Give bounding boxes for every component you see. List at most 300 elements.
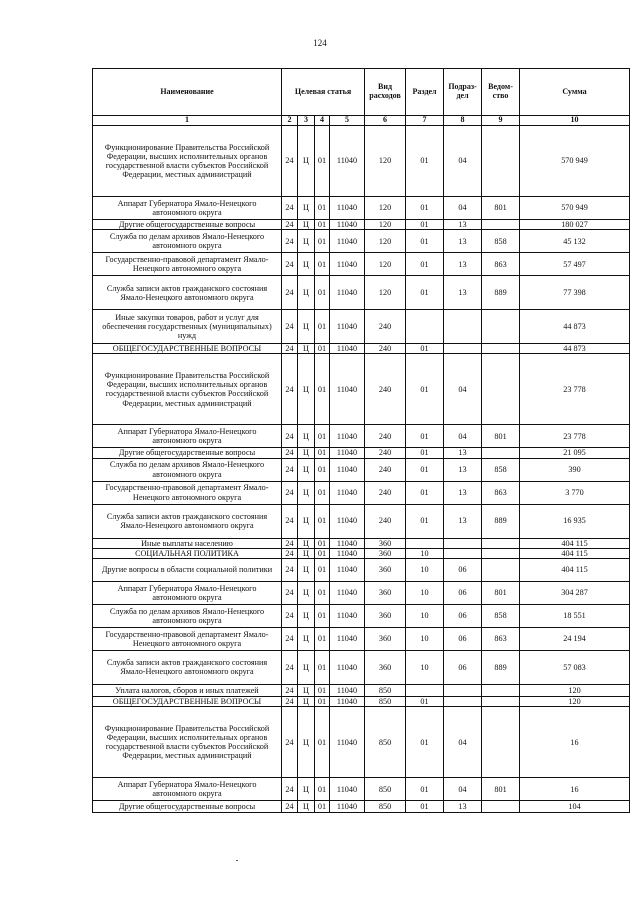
row-name: Другие общегосударственные вопросы xyxy=(93,801,282,813)
target-code-4: 11040 xyxy=(330,684,365,696)
target-code-2: Ц xyxy=(298,538,315,548)
target-code-1: 24 xyxy=(282,650,298,684)
target-code-4: 11040 xyxy=(330,197,365,220)
expense-type-cell: 240 xyxy=(365,310,406,344)
column-number: 7 xyxy=(406,116,444,126)
header-section: Раздел xyxy=(406,69,444,116)
table-row xyxy=(93,684,630,696)
department-cell: 863 xyxy=(482,253,520,276)
target-code-2: Ц xyxy=(298,778,315,801)
target-code-1: 24 xyxy=(282,538,298,548)
target-code-2: Ц xyxy=(298,253,315,276)
expense-type-cell: 120 xyxy=(365,220,406,230)
column-number: 4 xyxy=(315,116,330,126)
department-cell xyxy=(482,558,520,581)
amount-cell: 18 551 xyxy=(520,604,630,627)
target-code-3: 01 xyxy=(315,696,330,706)
target-code-1: 24 xyxy=(282,230,298,253)
target-code-4: 11040 xyxy=(330,696,365,706)
target-code-1: 24 xyxy=(282,684,298,696)
section-cell: 01 xyxy=(406,425,444,448)
target-code-3: 01 xyxy=(315,197,330,220)
target-code-3: 01 xyxy=(315,354,330,425)
section-cell: 01 xyxy=(406,276,444,310)
section-cell: 10 xyxy=(406,581,444,604)
section-cell: 01 xyxy=(406,220,444,230)
target-code-3: 01 xyxy=(315,558,330,581)
department-cell xyxy=(482,684,520,696)
section-cell xyxy=(406,684,444,696)
amount-cell: 404 115 xyxy=(520,558,630,581)
row-name: Иные выплаты населению xyxy=(93,538,282,548)
subsection-cell: 13 xyxy=(444,220,482,230)
target-code-3: 01 xyxy=(315,650,330,684)
target-code-4: 11040 xyxy=(330,448,365,458)
header-row xyxy=(93,69,630,116)
subsection-cell: 13 xyxy=(444,276,482,310)
table-row xyxy=(93,696,630,706)
column-number-row xyxy=(93,116,630,126)
target-code-1: 24 xyxy=(282,276,298,310)
row-name: Уплата налогов, сборов и иных платежей xyxy=(93,684,282,696)
department-cell: 801 xyxy=(482,425,520,448)
subsection-cell: 06 xyxy=(444,604,482,627)
column-number: 2 xyxy=(282,116,298,126)
expense-type-cell: 120 xyxy=(365,253,406,276)
row-name: ОБЩЕГОСУДАРСТВЕННЫЕ ВОПРОСЫ xyxy=(93,344,282,354)
department-cell: 889 xyxy=(482,504,520,538)
table-row xyxy=(93,276,630,310)
target-code-3: 01 xyxy=(315,220,330,230)
target-code-4: 11040 xyxy=(330,220,365,230)
expense-type-cell: 360 xyxy=(365,548,406,558)
row-name: Другие общегосударственные вопросы xyxy=(93,448,282,458)
expense-type-cell: 240 xyxy=(365,425,406,448)
subsection-cell: 06 xyxy=(444,558,482,581)
subsection-cell: 04 xyxy=(444,197,482,220)
scan-mark xyxy=(236,860,238,861)
department-cell xyxy=(482,538,520,548)
subsection-cell: 04 xyxy=(444,707,482,778)
expense-type-cell: 850 xyxy=(365,778,406,801)
expense-type-cell: 850 xyxy=(365,696,406,706)
target-code-1: 24 xyxy=(282,627,298,650)
target-code-2: Ц xyxy=(298,310,315,344)
amount-cell: 44 873 xyxy=(520,310,630,344)
target-code-3: 01 xyxy=(315,310,330,344)
section-cell: 01 xyxy=(406,778,444,801)
header-expense-type: Вид расходов xyxy=(365,69,406,116)
department-cell: 858 xyxy=(482,604,520,627)
target-code-1: 24 xyxy=(282,253,298,276)
department-cell: 801 xyxy=(482,778,520,801)
department-cell: 801 xyxy=(482,197,520,220)
subsection-cell: 06 xyxy=(444,627,482,650)
target-code-1: 24 xyxy=(282,707,298,778)
department-cell xyxy=(482,344,520,354)
header-target-article: Целевая статья xyxy=(282,69,365,116)
row-name: ОБЩЕГОСУДАРСТВЕННЫЕ ВОПРОСЫ xyxy=(93,696,282,706)
amount-cell: 570 949 xyxy=(520,126,630,197)
column-number: 6 xyxy=(365,116,406,126)
target-code-4: 11040 xyxy=(330,548,365,558)
amount-cell: 23 778 xyxy=(520,354,630,425)
department-cell: 863 xyxy=(482,627,520,650)
row-name: Служба по делам архивов Ямало-Ненецкого автономного округа xyxy=(93,604,282,627)
subsection-cell: 13 xyxy=(444,253,482,276)
row-name: Иные закупки товаров, работ и услуг для обеспечения государственных (муниципальных) нужд xyxy=(93,310,282,344)
row-name: Другие общегосударственные вопросы xyxy=(93,220,282,230)
row-name: Государственно-правовой департамент Ямало-Ненецкого автономного округа xyxy=(93,627,282,650)
section-cell: 01 xyxy=(406,354,444,425)
target-code-1: 24 xyxy=(282,558,298,581)
section-cell: 01 xyxy=(406,696,444,706)
row-name: Государственно-правовой департамент Ямало-Ненецкого автономного округа xyxy=(93,253,282,276)
target-code-4: 11040 xyxy=(330,538,365,548)
target-code-1: 24 xyxy=(282,481,298,504)
target-code-1: 24 xyxy=(282,458,298,481)
subsection-cell: 13 xyxy=(444,801,482,813)
target-code-2: Ц xyxy=(298,126,315,197)
header-subsection: Подраз- дел xyxy=(444,69,482,116)
target-code-4: 11040 xyxy=(330,344,365,354)
target-code-4: 11040 xyxy=(330,778,365,801)
table-row xyxy=(93,581,630,604)
section-cell: 01 xyxy=(406,230,444,253)
amount-cell: 16 935 xyxy=(520,504,630,538)
target-code-3: 01 xyxy=(315,425,330,448)
amount-cell: 304 287 xyxy=(520,581,630,604)
target-code-4: 11040 xyxy=(330,253,365,276)
subsection-cell xyxy=(444,548,482,558)
department-cell xyxy=(482,448,520,458)
table-row xyxy=(93,126,630,197)
target-code-2: Ц xyxy=(298,627,315,650)
amount-cell: 16 xyxy=(520,707,630,778)
section-cell: 01 xyxy=(406,458,444,481)
table-row xyxy=(93,650,630,684)
target-code-2: Ц xyxy=(298,276,315,310)
subsection-cell: 06 xyxy=(444,650,482,684)
row-name: Функционирование Правительства Российской Федерации, высших исполнительных органов государственной власти субъектов Российской Федерации, местных администраций xyxy=(93,126,282,197)
department-cell xyxy=(482,310,520,344)
expense-type-cell: 360 xyxy=(365,604,406,627)
table-row xyxy=(93,538,630,548)
column-number: 10 xyxy=(520,116,630,126)
expense-type-cell: 360 xyxy=(365,650,406,684)
section-cell: 01 xyxy=(406,126,444,197)
target-code-4: 11040 xyxy=(330,604,365,627)
subsection-cell: 06 xyxy=(444,581,482,604)
section-cell xyxy=(406,310,444,344)
table-row xyxy=(93,801,630,813)
row-name: Служба по делам архивов Ямало-Ненецкого автономного округа xyxy=(93,230,282,253)
target-code-3: 01 xyxy=(315,538,330,548)
target-code-2: Ц xyxy=(298,504,315,538)
target-code-3: 01 xyxy=(315,684,330,696)
expense-type-cell: 240 xyxy=(365,354,406,425)
department-cell: 801 xyxy=(482,581,520,604)
target-code-2: Ц xyxy=(298,696,315,706)
amount-cell: 45 132 xyxy=(520,230,630,253)
department-cell xyxy=(482,354,520,425)
table-row xyxy=(93,310,630,344)
target-code-1: 24 xyxy=(282,448,298,458)
expense-type-cell: 360 xyxy=(365,581,406,604)
expense-type-cell: 240 xyxy=(365,504,406,538)
column-number: 3 xyxy=(298,116,315,126)
department-cell xyxy=(482,696,520,706)
section-cell: 01 xyxy=(406,504,444,538)
target-code-1: 24 xyxy=(282,354,298,425)
department-cell xyxy=(482,126,520,197)
table-row xyxy=(93,604,630,627)
header-name: Наименование xyxy=(93,69,282,116)
target-code-4: 11040 xyxy=(330,650,365,684)
section-cell xyxy=(406,538,444,548)
target-code-4: 11040 xyxy=(330,458,365,481)
row-name: Служба записи актов гражданского состояния Ямало-Ненецкого автономного округа xyxy=(93,650,282,684)
table-row xyxy=(93,548,630,558)
target-code-2: Ц xyxy=(298,684,315,696)
target-code-2: Ц xyxy=(298,650,315,684)
amount-cell: 404 115 xyxy=(520,548,630,558)
table-row xyxy=(93,253,630,276)
subsection-cell xyxy=(444,696,482,706)
section-cell: 01 xyxy=(406,707,444,778)
table-row xyxy=(93,354,630,425)
target-code-2: Ц xyxy=(298,220,315,230)
expense-type-cell: 240 xyxy=(365,481,406,504)
row-name: Функционирование Правительства Российской Федерации, высших исполнительных органов государственной власти субъектов Российской Федерации, местных администраций xyxy=(93,354,282,425)
amount-cell: 180 027 xyxy=(520,220,630,230)
table-row xyxy=(93,558,630,581)
amount-cell: 57 497 xyxy=(520,253,630,276)
table-row xyxy=(93,778,630,801)
row-name: Аппарат Губернатора Ямало-Ненецкого автономного округа xyxy=(93,778,282,801)
target-code-4: 11040 xyxy=(330,126,365,197)
expense-type-cell: 120 xyxy=(365,230,406,253)
column-number: 5 xyxy=(330,116,365,126)
amount-cell: 404 115 xyxy=(520,538,630,548)
header-amount: Сумма xyxy=(520,69,630,116)
table-row xyxy=(93,197,630,220)
target-code-2: Ц xyxy=(298,801,315,813)
header-department: Ведом- ство xyxy=(482,69,520,116)
target-code-3: 01 xyxy=(315,253,330,276)
target-code-2: Ц xyxy=(298,230,315,253)
subsection-cell xyxy=(444,538,482,548)
amount-cell: 570 949 xyxy=(520,197,630,220)
expense-type-cell: 360 xyxy=(365,538,406,548)
column-number: 1 xyxy=(93,116,282,126)
target-code-4: 11040 xyxy=(330,481,365,504)
target-code-2: Ц xyxy=(298,448,315,458)
target-code-4: 11040 xyxy=(330,310,365,344)
target-code-4: 11040 xyxy=(330,558,365,581)
amount-cell: 16 xyxy=(520,778,630,801)
target-code-4: 11040 xyxy=(330,354,365,425)
amount-cell: 120 xyxy=(520,684,630,696)
column-number: 8 xyxy=(444,116,482,126)
target-code-2: Ц xyxy=(298,548,315,558)
row-name: Служба по делам архивов Ямало-Ненецкого автономного округа xyxy=(93,458,282,481)
section-cell: 01 xyxy=(406,344,444,354)
subsection-cell: 13 xyxy=(444,481,482,504)
target-code-3: 01 xyxy=(315,276,330,310)
amount-cell: 21 095 xyxy=(520,448,630,458)
expense-type-cell: 120 xyxy=(365,126,406,197)
target-code-2: Ц xyxy=(298,197,315,220)
department-cell xyxy=(482,548,520,558)
target-code-2: Ц xyxy=(298,707,315,778)
expense-type-cell: 120 xyxy=(365,276,406,310)
section-cell: 10 xyxy=(406,604,444,627)
amount-cell: 77 398 xyxy=(520,276,630,310)
target-code-3: 01 xyxy=(315,481,330,504)
row-name: СОЦИАЛЬНАЯ ПОЛИТИКА xyxy=(93,548,282,558)
subsection-cell xyxy=(444,310,482,344)
section-cell: 01 xyxy=(406,801,444,813)
department-cell xyxy=(482,220,520,230)
expense-type-cell: 850 xyxy=(365,707,406,778)
target-code-1: 24 xyxy=(282,696,298,706)
section-cell: 01 xyxy=(406,448,444,458)
amount-cell: 44 873 xyxy=(520,344,630,354)
target-code-3: 01 xyxy=(315,344,330,354)
row-name: Аппарат Губернатора Ямало-Ненецкого автономного округа xyxy=(93,581,282,604)
subsection-cell: 13 xyxy=(444,504,482,538)
subsection-cell: 13 xyxy=(444,458,482,481)
target-code-2: Ц xyxy=(298,604,315,627)
target-code-1: 24 xyxy=(282,197,298,220)
amount-cell: 57 083 xyxy=(520,650,630,684)
subsection-cell: 13 xyxy=(444,448,482,458)
target-code-2: Ц xyxy=(298,344,315,354)
row-name: Государственно-правовой департамент Ямало-Ненецкого автономного округа xyxy=(93,481,282,504)
target-code-2: Ц xyxy=(298,481,315,504)
expense-type-cell: 240 xyxy=(365,458,406,481)
department-cell: 858 xyxy=(482,458,520,481)
subsection-cell: 04 xyxy=(444,778,482,801)
column-number: 9 xyxy=(482,116,520,126)
row-name: Другие вопросы в области социальной политики xyxy=(93,558,282,581)
target-code-3: 01 xyxy=(315,581,330,604)
budget-table xyxy=(92,68,630,813)
amount-cell: 3 770 xyxy=(520,481,630,504)
department-cell: 889 xyxy=(482,650,520,684)
row-name: Служба записи актов гражданского состояния Ямало-Ненецкого автономного округа xyxy=(93,276,282,310)
target-code-3: 01 xyxy=(315,230,330,253)
section-cell: 10 xyxy=(406,548,444,558)
table-row xyxy=(93,344,630,354)
amount-cell: 23 778 xyxy=(520,425,630,448)
section-cell: 10 xyxy=(406,650,444,684)
subsection-cell: 04 xyxy=(444,425,482,448)
table-row xyxy=(93,448,630,458)
target-code-4: 11040 xyxy=(330,801,365,813)
department-cell: 858 xyxy=(482,230,520,253)
target-code-2: Ц xyxy=(298,354,315,425)
target-code-4: 11040 xyxy=(330,276,365,310)
department-cell: 889 xyxy=(482,276,520,310)
amount-cell: 390 xyxy=(520,458,630,481)
target-code-3: 01 xyxy=(315,801,330,813)
target-code-2: Ц xyxy=(298,581,315,604)
target-code-1: 24 xyxy=(282,344,298,354)
table-row xyxy=(93,230,630,253)
target-code-3: 01 xyxy=(315,504,330,538)
target-code-3: 01 xyxy=(315,707,330,778)
target-code-3: 01 xyxy=(315,458,330,481)
section-cell: 01 xyxy=(406,197,444,220)
budget-table-body xyxy=(93,126,630,813)
amount-cell: 120 xyxy=(520,696,630,706)
target-code-4: 11040 xyxy=(330,230,365,253)
table-row xyxy=(93,481,630,504)
amount-cell: 24 194 xyxy=(520,627,630,650)
target-code-4: 11040 xyxy=(330,425,365,448)
target-code-1: 24 xyxy=(282,504,298,538)
subsection-cell: 13 xyxy=(444,230,482,253)
target-code-1: 24 xyxy=(282,220,298,230)
section-cell: 10 xyxy=(406,627,444,650)
subsection-cell: 04 xyxy=(444,126,482,197)
target-code-1: 24 xyxy=(282,604,298,627)
expense-type-cell: 240 xyxy=(365,448,406,458)
target-code-3: 01 xyxy=(315,604,330,627)
target-code-4: 11040 xyxy=(330,581,365,604)
target-code-1: 24 xyxy=(282,801,298,813)
target-code-1: 24 xyxy=(282,581,298,604)
expense-type-cell: 850 xyxy=(365,801,406,813)
section-cell: 10 xyxy=(406,558,444,581)
page-number: 124 xyxy=(313,38,327,48)
subsection-cell: 04 xyxy=(444,354,482,425)
target-code-1: 24 xyxy=(282,778,298,801)
table-row xyxy=(93,707,630,778)
table-row xyxy=(93,425,630,448)
amount-cell: 104 xyxy=(520,801,630,813)
row-name: Аппарат Губернатора Ямало-Ненецкого автономного округа xyxy=(93,197,282,220)
row-name: Функционирование Правительства Российской Федерации, высших исполнительных органов государственной власти субъектов Российской Федерации, местных администраций xyxy=(93,707,282,778)
target-code-3: 01 xyxy=(315,448,330,458)
target-code-3: 01 xyxy=(315,778,330,801)
department-cell xyxy=(482,707,520,778)
subsection-cell xyxy=(444,684,482,696)
table-row xyxy=(93,627,630,650)
row-name: Служба записи актов гражданского состояния Ямало-Ненецкого автономного округа xyxy=(93,504,282,538)
target-code-2: Ц xyxy=(298,458,315,481)
section-cell: 01 xyxy=(406,253,444,276)
target-code-3: 01 xyxy=(315,126,330,197)
target-code-3: 01 xyxy=(315,548,330,558)
expense-type-cell: 120 xyxy=(365,197,406,220)
target-code-1: 24 xyxy=(282,126,298,197)
table-row xyxy=(93,504,630,538)
table-row xyxy=(93,458,630,481)
expense-type-cell: 360 xyxy=(365,558,406,581)
target-code-3: 01 xyxy=(315,627,330,650)
table-row xyxy=(93,220,630,230)
target-code-4: 11040 xyxy=(330,627,365,650)
target-code-1: 24 xyxy=(282,310,298,344)
target-code-2: Ц xyxy=(298,558,315,581)
target-code-4: 11040 xyxy=(330,707,365,778)
row-name: Аппарат Губернатора Ямало-Ненецкого автономного округа xyxy=(93,425,282,448)
target-code-4: 11040 xyxy=(330,504,365,538)
expense-type-cell: 850 xyxy=(365,684,406,696)
